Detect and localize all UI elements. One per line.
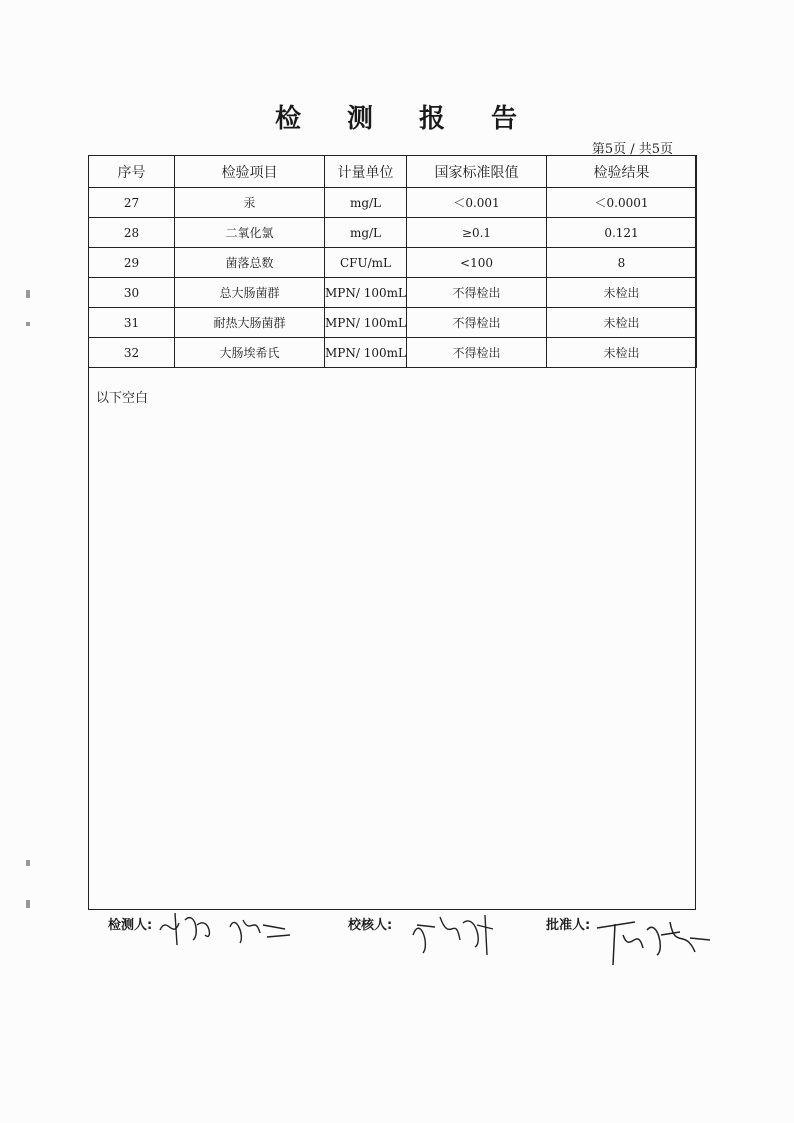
cell-result: 未检出 [547,278,697,308]
cell-item: 二氧化氯 [175,218,325,248]
scan-mark [26,860,30,866]
checker-label: 校核人: [348,918,393,933]
cell-item: 耐热大肠菌群 [175,308,325,338]
title-char: 检 [274,104,303,134]
cell-index: 31 [89,308,175,338]
header-unit: 计量单位 [325,156,407,188]
header-limit: 国家标准限值 [407,156,547,188]
cell-limit: <100 [407,248,547,278]
cell-result: 未检出 [547,308,697,338]
cell-result: ＜0.0001 [547,188,697,218]
tester-signature [155,905,295,950]
cell-unit: MPN/ 100mL [325,278,407,308]
cell-item: 菌落总数 [175,248,325,278]
tester-label: 检测人: [108,918,153,933]
table-row [89,308,697,338]
cell-index: 30 [89,278,175,308]
cell-limit: 不得检出 [407,338,547,368]
title-char: 告 [491,104,520,134]
cell-unit: mg/L [325,218,407,248]
scan-mark [26,290,30,298]
scan-mark [26,900,30,908]
header-result: 检验结果 [547,156,697,188]
approver-label: 批准人: [546,918,591,933]
approver-signature [595,910,715,970]
table-row [89,248,697,278]
cell-result: 0.121 [547,218,697,248]
cell-index: 29 [89,248,175,278]
header-item: 检验项目 [175,156,325,188]
cell-limit: 不得检出 [407,278,547,308]
page-number: 第5页 / 共5页 [591,142,673,157]
table-row [89,278,697,308]
cell-index: 28 [89,218,175,248]
cell-index: 32 [89,338,175,368]
table-row [89,338,697,368]
table-row [89,188,697,218]
table-row [89,218,697,248]
cell-unit: mg/L [325,188,407,218]
results-table [88,155,697,368]
cell-result: 8 [547,248,697,278]
cell-item: 总大肠菌群 [175,278,325,308]
header-index: 序号 [89,156,175,188]
checker-signature [405,905,500,960]
cell-limit: ＜0.001 [407,188,547,218]
cell-index: 27 [89,188,175,218]
cell-item: 大肠埃希氏 [175,338,325,368]
scan-mark [26,322,30,326]
report-title [0,98,794,135]
cell-result: 未检出 [547,338,697,368]
cell-unit: MPN/ 100mL [325,308,407,338]
title-char: 报 [419,104,448,134]
table-header-row [89,156,697,188]
cell-unit: CFU/mL [325,248,407,278]
cell-item: 汞 [175,188,325,218]
cell-limit: ≥0.1 [407,218,547,248]
blank-note: 以下空白 [96,391,149,406]
cell-limit: 不得检出 [407,308,547,338]
cell-unit: MPN/ 100mL [325,338,407,368]
title-char: 测 [346,104,375,134]
